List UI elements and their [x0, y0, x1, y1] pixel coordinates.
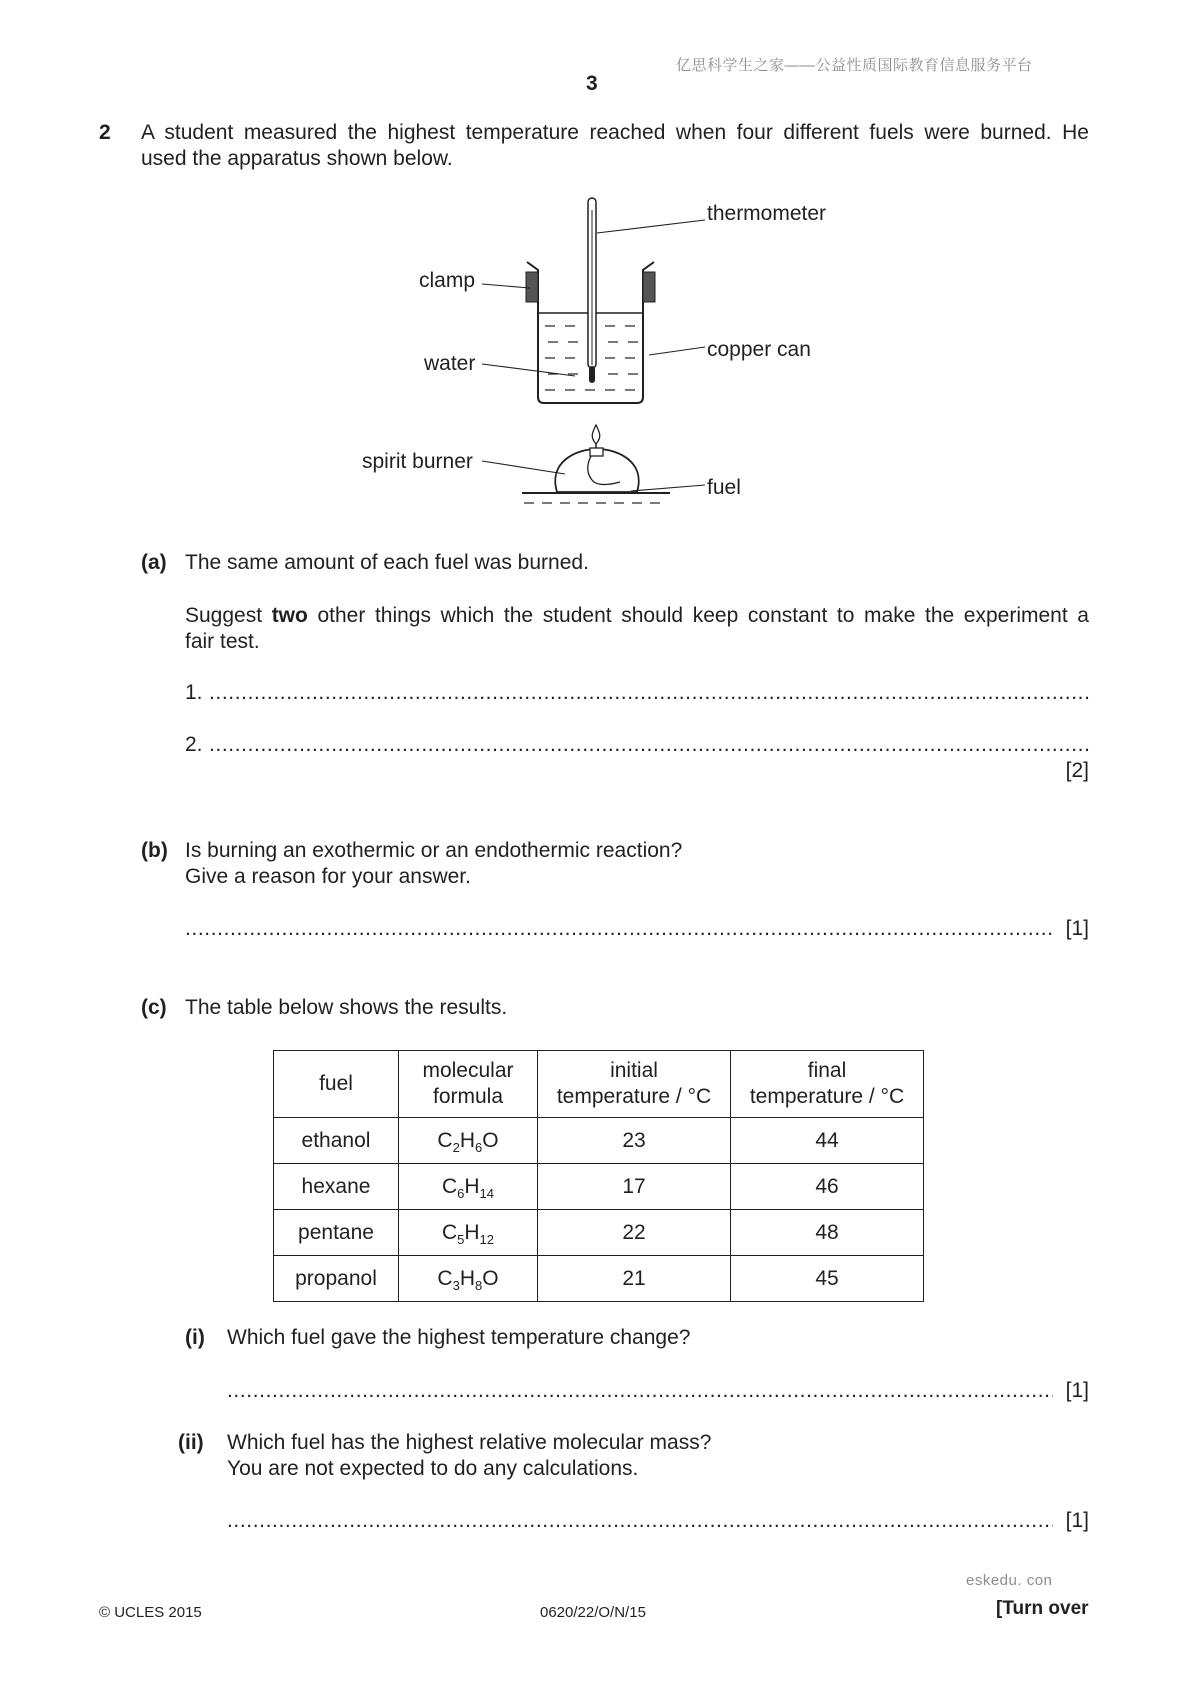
part-a-suggest-line2: fair test. — [185, 630, 260, 653]
cell-fuel: propanol — [274, 1256, 399, 1302]
flame-icon — [592, 425, 600, 444]
header-formula-line1: molecular — [422, 1059, 514, 1082]
formula-sub: 5 — [457, 1231, 465, 1247]
cell-formula — [399, 1164, 538, 1210]
formula-sub: 6 — [475, 1139, 483, 1155]
part-b-label: (b) — [141, 839, 168, 862]
cell-fuel: pentane — [274, 1210, 399, 1256]
part-c-i-text: Which fuel gave the highest temperature change? — [227, 1326, 691, 1349]
part-a-label: (a) — [141, 551, 167, 574]
cell-initial: 22 — [538, 1210, 731, 1256]
cell-formula — [399, 1118, 538, 1164]
header-formula — [399, 1051, 538, 1118]
part-a-suggest-line1 — [185, 603, 1089, 629]
answer-line-b[interactable] — [185, 916, 1053, 942]
part-c-ii-line1: Which fuel has the highest relative molecular mass? — [227, 1431, 712, 1454]
formula-part: C — [441, 1220, 458, 1244]
label-thermometer: thermometer — [707, 202, 827, 225]
burner-neck — [590, 448, 603, 456]
part-a-suggest — [185, 603, 1089, 655]
part-c-label: (c) — [141, 996, 167, 1019]
cell-formula — [399, 1256, 538, 1302]
header-initial-line1: initial — [610, 1059, 658, 1082]
clamp-left — [526, 272, 538, 302]
part-c-i-label: (i) — [185, 1326, 205, 1349]
cell-initial: 17 — [538, 1164, 731, 1210]
answer-1-number: 1. — [185, 681, 203, 704]
formula-sub: 12 — [479, 1231, 495, 1247]
part-c-ii-marks: [1] — [1065, 1509, 1089, 1532]
formula-part: C — [437, 1128, 453, 1152]
answer-2-number: 2. — [185, 733, 203, 756]
cell-initial: 23 — [538, 1118, 731, 1164]
formula-part: H — [459, 1266, 475, 1290]
page-number: 3 — [586, 72, 598, 95]
formula-part: O — [482, 1266, 499, 1290]
part-a-text: The same amount of each fuel was burned. — [185, 551, 589, 574]
cell-fuel: ethanol — [274, 1118, 399, 1164]
formula-sub: 3 — [452, 1277, 460, 1293]
suggest-pre: Suggest — [185, 604, 272, 627]
part-c-ii-label: (ii) — [178, 1431, 204, 1454]
header-fuel: fuel — [274, 1051, 399, 1118]
table-row — [274, 1118, 924, 1164]
header-formula-line2: formula — [432, 1085, 504, 1108]
formula-part: C — [441, 1174, 458, 1198]
part-b-line2: Give a reason for your answer. — [185, 865, 471, 888]
thermometer-bulb — [589, 366, 595, 383]
fuel-level — [588, 456, 620, 485]
part-c-i-marks: [1] — [1065, 1379, 1089, 1402]
cell-final: 46 — [731, 1164, 924, 1210]
cell-final: 45 — [731, 1256, 924, 1302]
formula-sub: 8 — [475, 1277, 483, 1293]
cell-initial: 21 — [538, 1256, 731, 1302]
table-row — [274, 1164, 924, 1210]
footer-turn-over: [Turn over — [996, 1598, 1089, 1619]
clamp-right — [643, 272, 655, 302]
answer-line-a1[interactable] — [209, 680, 1089, 706]
label-clamp: clamp — [419, 269, 476, 292]
cell-formula — [399, 1210, 538, 1256]
part-c-text: The table below shows the results. — [185, 996, 508, 1019]
header-final — [731, 1051, 924, 1118]
footer-copyright: © UCLES 2015 — [99, 1604, 202, 1621]
part-b-marks: [1] — [1065, 917, 1089, 940]
formula-part: O — [482, 1128, 499, 1152]
label-water: water — [424, 352, 476, 375]
part-b-line1: Is burning an exothermic or an endothermic reaction? — [185, 839, 683, 862]
cell-final: 44 — [731, 1118, 924, 1164]
apparatus-diagram — [0, 0, 1190, 540]
part-a-marks: [2] — [1065, 759, 1089, 782]
label-spirit-burner: spirit burner — [362, 450, 473, 473]
formula-part: H — [464, 1220, 480, 1244]
question-stem-line1: A student measured the highest temperature reached when four different fuels were burned. He — [141, 121, 1089, 144]
header-final-line1: final — [807, 1059, 847, 1082]
suggest-bold: two — [271, 604, 308, 627]
table-row — [274, 1210, 924, 1256]
header-initial-line2: temperature / °C — [556, 1085, 712, 1108]
answer-line-a2[interactable] — [209, 732, 1089, 758]
question-number: 2 — [99, 121, 111, 144]
cell-fuel: hexane — [274, 1164, 399, 1210]
table-row — [274, 1256, 924, 1302]
header-initial — [538, 1051, 731, 1118]
formula-sub: 6 — [457, 1185, 465, 1201]
header-watermark: 亿思科学生之家——公益性质国际教育信息服务平台 — [676, 57, 1033, 74]
question-stem-line2: used the apparatus shown below. — [141, 147, 453, 170]
answer-line-c-ii[interactable] — [227, 1508, 1053, 1534]
header-final-line2: temperature / °C — [749, 1085, 905, 1108]
formula-part: H — [459, 1128, 475, 1152]
part-c-ii-line2: You are not expected to do any calculations. — [227, 1457, 639, 1480]
formula-part: H — [464, 1174, 480, 1198]
label-fuel: fuel — [707, 476, 741, 499]
answer-line-c-i[interactable] — [227, 1378, 1053, 1404]
formula-sub: 14 — [479, 1185, 495, 1201]
table-header-row — [274, 1051, 924, 1118]
cell-final: 48 — [731, 1210, 924, 1256]
formula-sub: 2 — [452, 1139, 460, 1155]
results-table — [273, 1050, 924, 1302]
footer-watermark: eskedu. con — [966, 1572, 1053, 1589]
suggest-post: other things which the student should keep constant to make the experiment a — [307, 604, 1089, 627]
label-copper-can: copper can — [707, 338, 811, 361]
formula-part: C — [437, 1266, 453, 1290]
footer-code: 0620/22/O/N/15 — [540, 1604, 646, 1621]
